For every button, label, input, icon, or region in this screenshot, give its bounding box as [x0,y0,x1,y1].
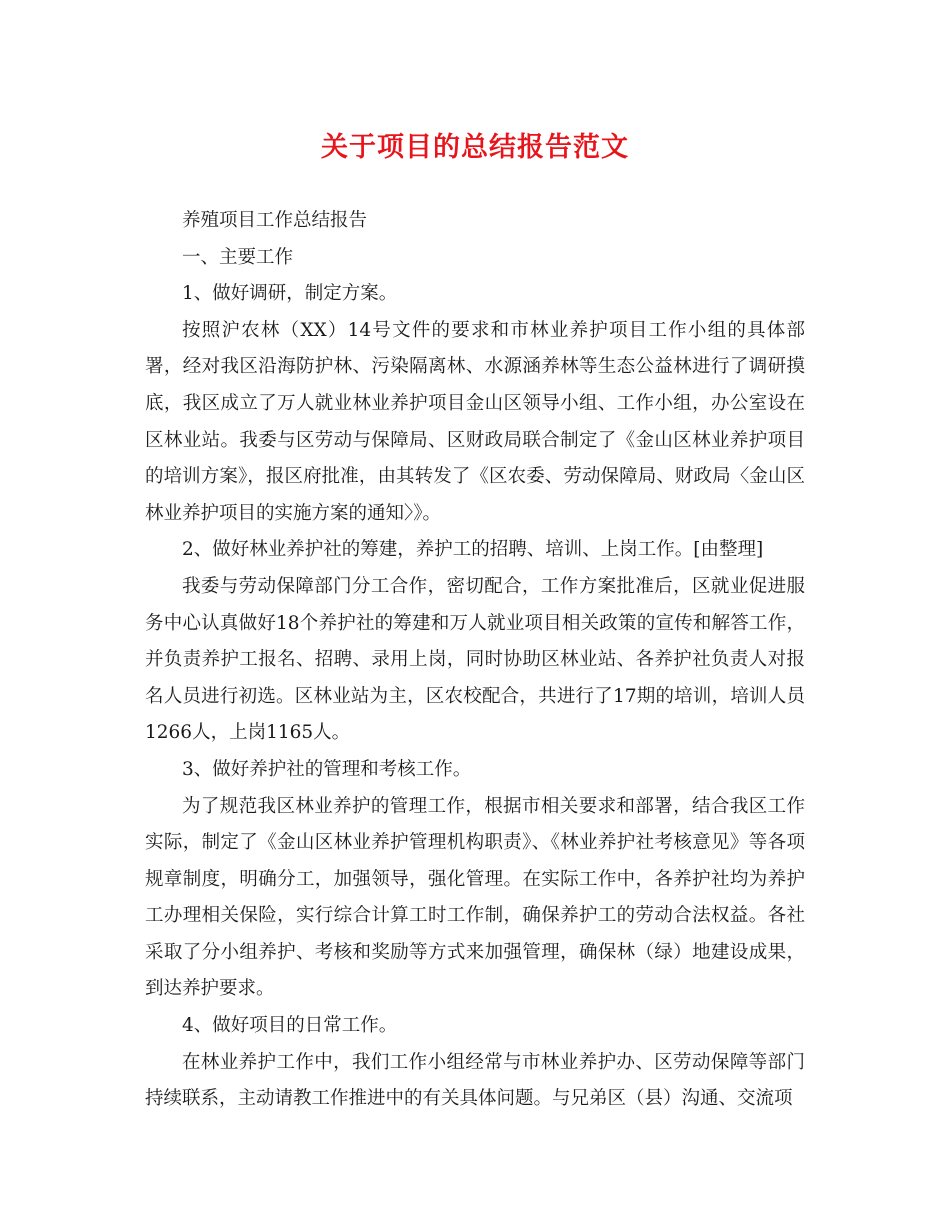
item-heading-1: 1、做好调研，制定方案。 [182,283,398,305]
paragraph: 我委与劳动保障部门分工合作，密切配合，工作方案批准后，区就业促进服务中心认真做好18个养护社的筹建和万人就业项目相关政策的宣传和解答工作，并负责养护工报名、招聘、录用上岗，同时协助区林业站、各养护社负责人对报名人员进行初选。区林业站为主，区农校配合，共进行了17期的培训，培训人员1266人，上岗1165人。 [145,575,805,744]
report-subtitle: 养殖项目工作总结报告 [182,210,368,231]
paragraph: 为了规范我区林业养护的管理工作，根据市相关要求和部署，结合我区工作实际，制定了《金山区林业养护管理机构职责》、《林业养护社考核意见》等各项规章制度，明确分工，加强领导，强化管理。在实际工作中，各养护社均为养护工办理相关保险，实行综合计算工时工作制，确保养护工的劳动合法权益。各社采取了分小组养护、考核和奖励等方式来加强管理，确保林（绿）地建设成果，到达养护要求。 [145,795,805,1000]
section-heading-main-work: 一、主要工作 [182,246,294,268]
document-body [145,203,805,1118]
item-heading-2: 2、做好林业养护社的筹建，养护工的招聘、培训、上岗工作。[由整理] [182,539,764,561]
item-heading-4: 4、做好项目的日常工作。 [182,1015,398,1037]
paragraph: 按照沪农林（XX）14号文件的要求和市林业养护项目工作小组的具体部署，经对我区沿海防护林、污染隔离林、水源涵养林等生态公益林进行了调研摸底，我区成立了万人就业林业养护项目金山区领导小组、工作小组，办公室设在区林业站。我委与区劳动与保障局、区财政局联合制定了《金山区林业养护项目的培训方案》，报区府批准，由其转发了《区农委、劳动保障局、财政局〈金山区林业养护项目的实施方案的通知〉》。 [145,319,805,524]
paragraph: 在林业养护工作中，我们工作小组经常与市林业养护办、区劳动保障等部门持续联系，主动请教工作推进中的有关具体问题。与兄弟区（县）沟通、交流项 [145,1051,805,1110]
item-heading-3: 3、做好养护社的管理和考核工作。 [182,758,472,780]
document-title: 关于项目的总结报告范文 [321,132,629,163]
